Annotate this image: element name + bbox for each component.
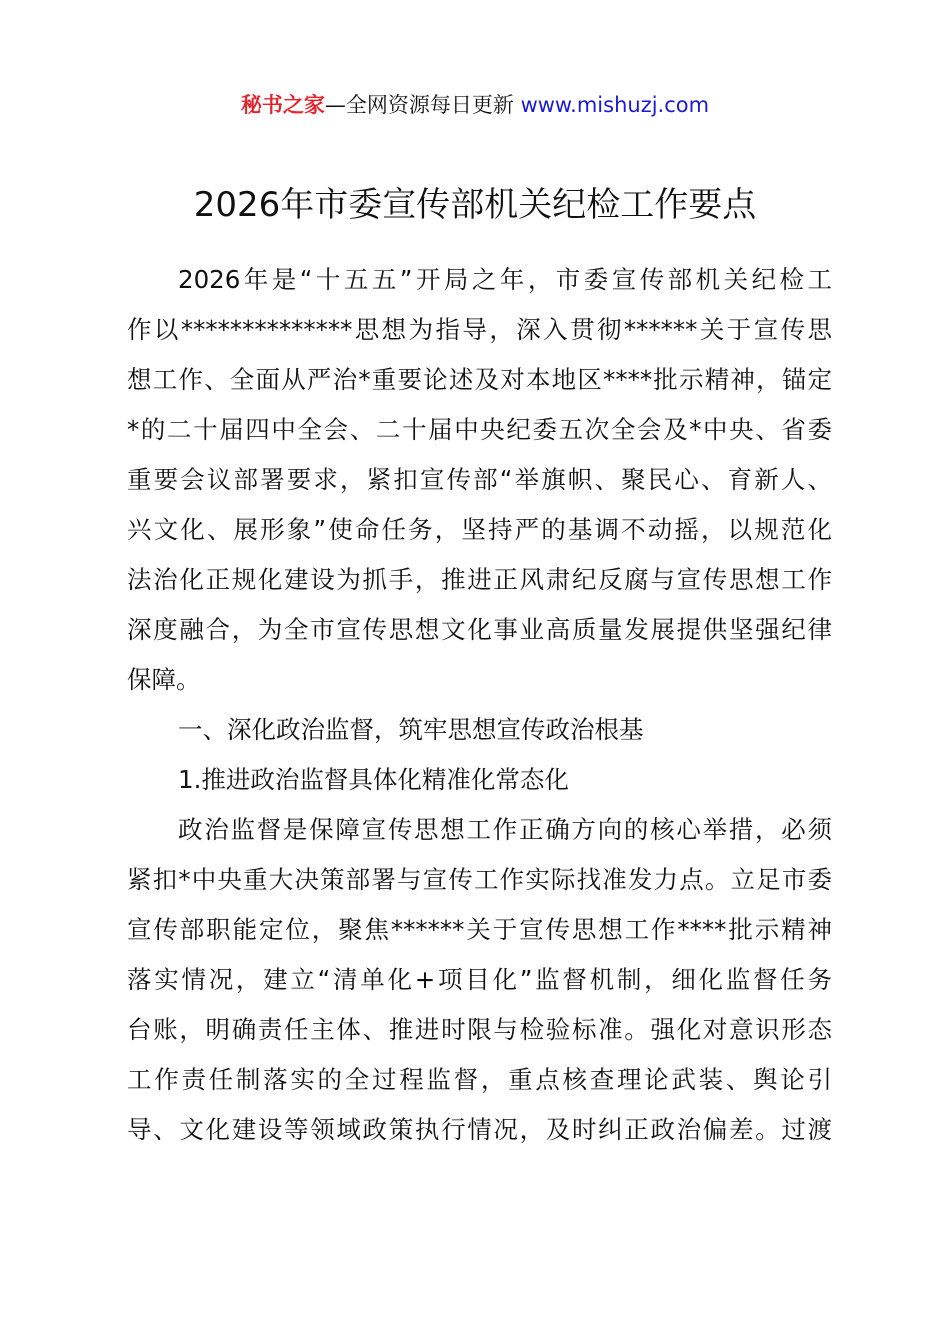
text-line: 落实情况，建立“清单化+项目化”监督机制，细化监督任务	[127, 965, 832, 994]
text-line: 政治监督是保障宣传思想工作正确方向的核心举措，必须	[178, 815, 832, 844]
subsection-heading: 1.推进政治监督具体化精准化常态化	[178, 765, 569, 794]
text-line: 想工作、全面从严治*重要论述及对本地区****批示精神，锚定	[127, 365, 832, 394]
text-line: 保障。	[127, 665, 201, 694]
section-heading: 一、深化政治监督，筑牢思想宣传政治根基	[178, 715, 644, 744]
body-paragraph	[127, 805, 832, 1155]
text-line: *的二十届四中全会、二十届中央纪委五次全会及*中央、省委	[127, 415, 832, 444]
site-header	[0, 88, 950, 122]
text-line: 作以**************思想为指导，深入贯彻******关于宣传思	[127, 315, 832, 344]
text-line: 台账，明确责任主体、推进时限与检验标准。强化对意识形态	[127, 1015, 832, 1044]
text-line: 导、文化建设等领域政策执行情况，及时纠正政治偏差。过渡	[127, 1115, 832, 1144]
text-line: 法治化正规化建设为抓手，推进正风肃纪反腐与宣传思想工作	[127, 565, 832, 594]
document-body	[127, 255, 832, 1155]
text-line: 宣传部职能定位，聚焦******关于宣传思想工作****批示精神	[127, 915, 832, 944]
text-line: 深度融合，为全市宣传思想文化事业高质量发展提供坚强纪律	[127, 615, 832, 644]
text-line: 重要会议部署要求，紧扣宣传部“举旗帜、聚民心、育新人、	[127, 465, 832, 494]
brand-name: 秘书之家	[240, 93, 325, 117]
text-line: 紧扣*中央重大决策部署与宣传工作实际找准发力点。立足市委	[127, 865, 832, 894]
text-line: 2026年是“十五五”开局之年，市委宣传部机关纪检工	[178, 265, 832, 294]
header-slogan: —全网资源每日更新	[324, 93, 521, 117]
site-url-link[interactable]: www.mishuzj.com	[520, 93, 710, 117]
intro-paragraph	[127, 255, 832, 705]
text-line: 工作责任制落实的全过程监督，重点核查理论武装、舆论引	[127, 1065, 832, 1094]
document-title: 2026年市委宣传部机关纪检工作要点	[193, 185, 757, 225]
text-line: 兴文化、展形象”使命任务，坚持严的基调不动摇，以规范化	[127, 515, 832, 544]
